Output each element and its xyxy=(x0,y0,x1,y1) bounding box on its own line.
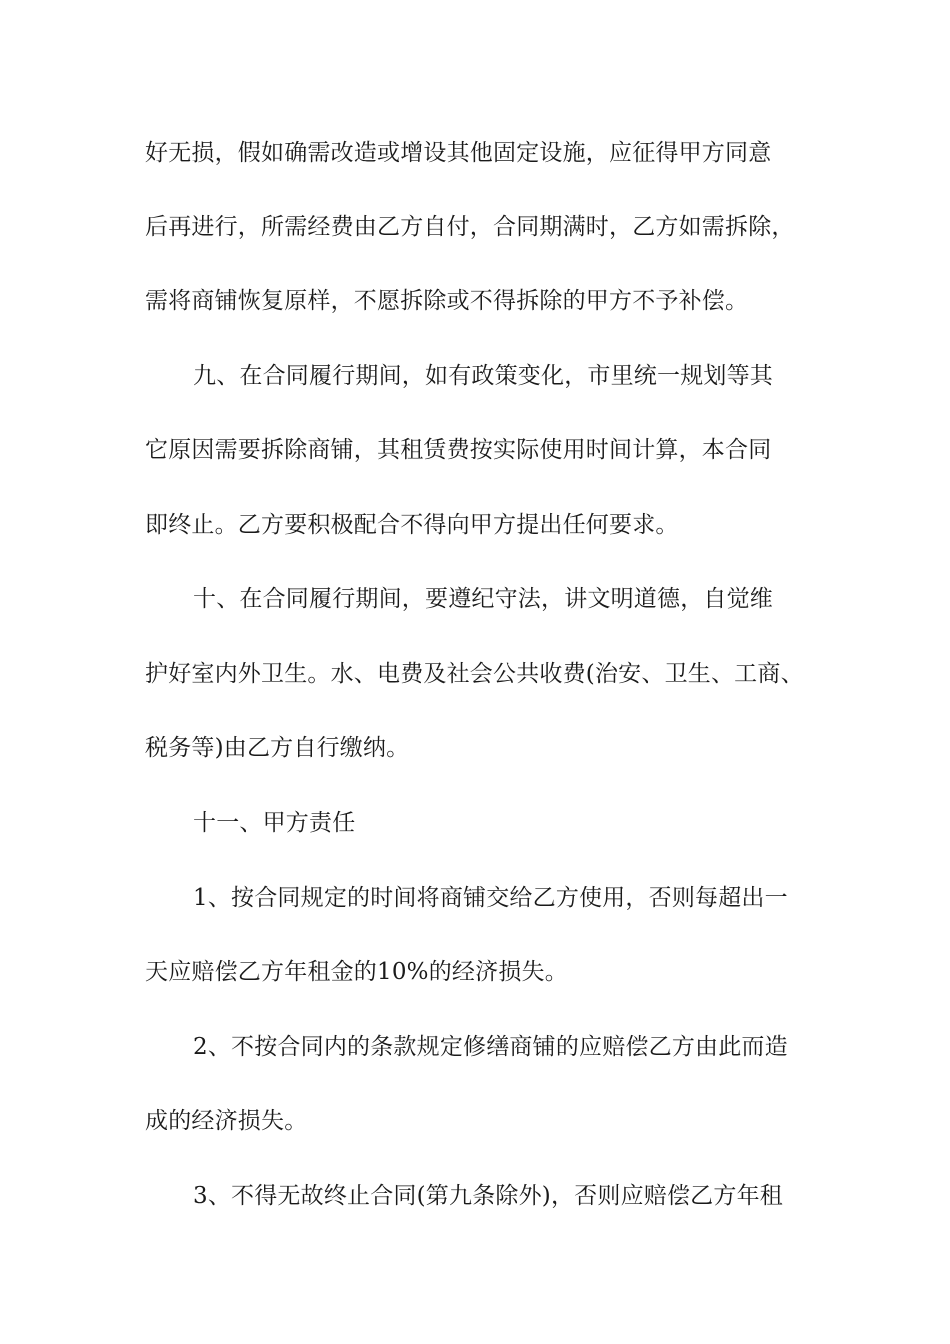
text-line: 它原因需要拆除商铺，其租赁费按实际使用时间计算，本合同 xyxy=(145,437,772,463)
text-line: 天应赔偿乙方年租金的10%的经济损失。 xyxy=(145,959,568,985)
text-line: 好无损，假如确需改造或增设其他固定设施，应征得甲方同意 xyxy=(145,140,772,166)
text-line: 即终止。乙方要积极配合不得向甲方提出任何要求。 xyxy=(145,512,679,538)
section-heading: 十一、甲方责任 xyxy=(193,810,356,836)
text-line: 成的经济损失。 xyxy=(145,1108,308,1134)
text-line: 3、不得无故终止合同(第九条除外)，否则应赔偿乙方年租 xyxy=(193,1183,783,1209)
text-line: 2、不按合同内的条款规定修缮商铺的应赔偿乙方由此而造 xyxy=(193,1034,788,1060)
text-line: 税务等)由乙方自行缴纳。 xyxy=(145,735,410,761)
text-line: 1、按合同规定的时间将商铺交给乙方使用，否则每超出一 xyxy=(193,885,788,911)
text-line: 九、在合同履行期间，如有政策变化，市里统一规划等其 xyxy=(193,363,773,389)
text-line: 护好室内外卫生。水、电费及社会公共收费(治安、卫生、工商、 xyxy=(145,661,804,687)
text-line: 后再进行，所需经费由乙方自付，合同期满时，乙方如需拆除， xyxy=(145,214,795,240)
text-line: 十、在合同履行期间，要遵纪守法，讲文明道德，自觉维 xyxy=(193,586,773,612)
text-line: 需将商铺恢复原样，不愿拆除或不得拆除的甲方不予补偿。 xyxy=(145,288,749,314)
